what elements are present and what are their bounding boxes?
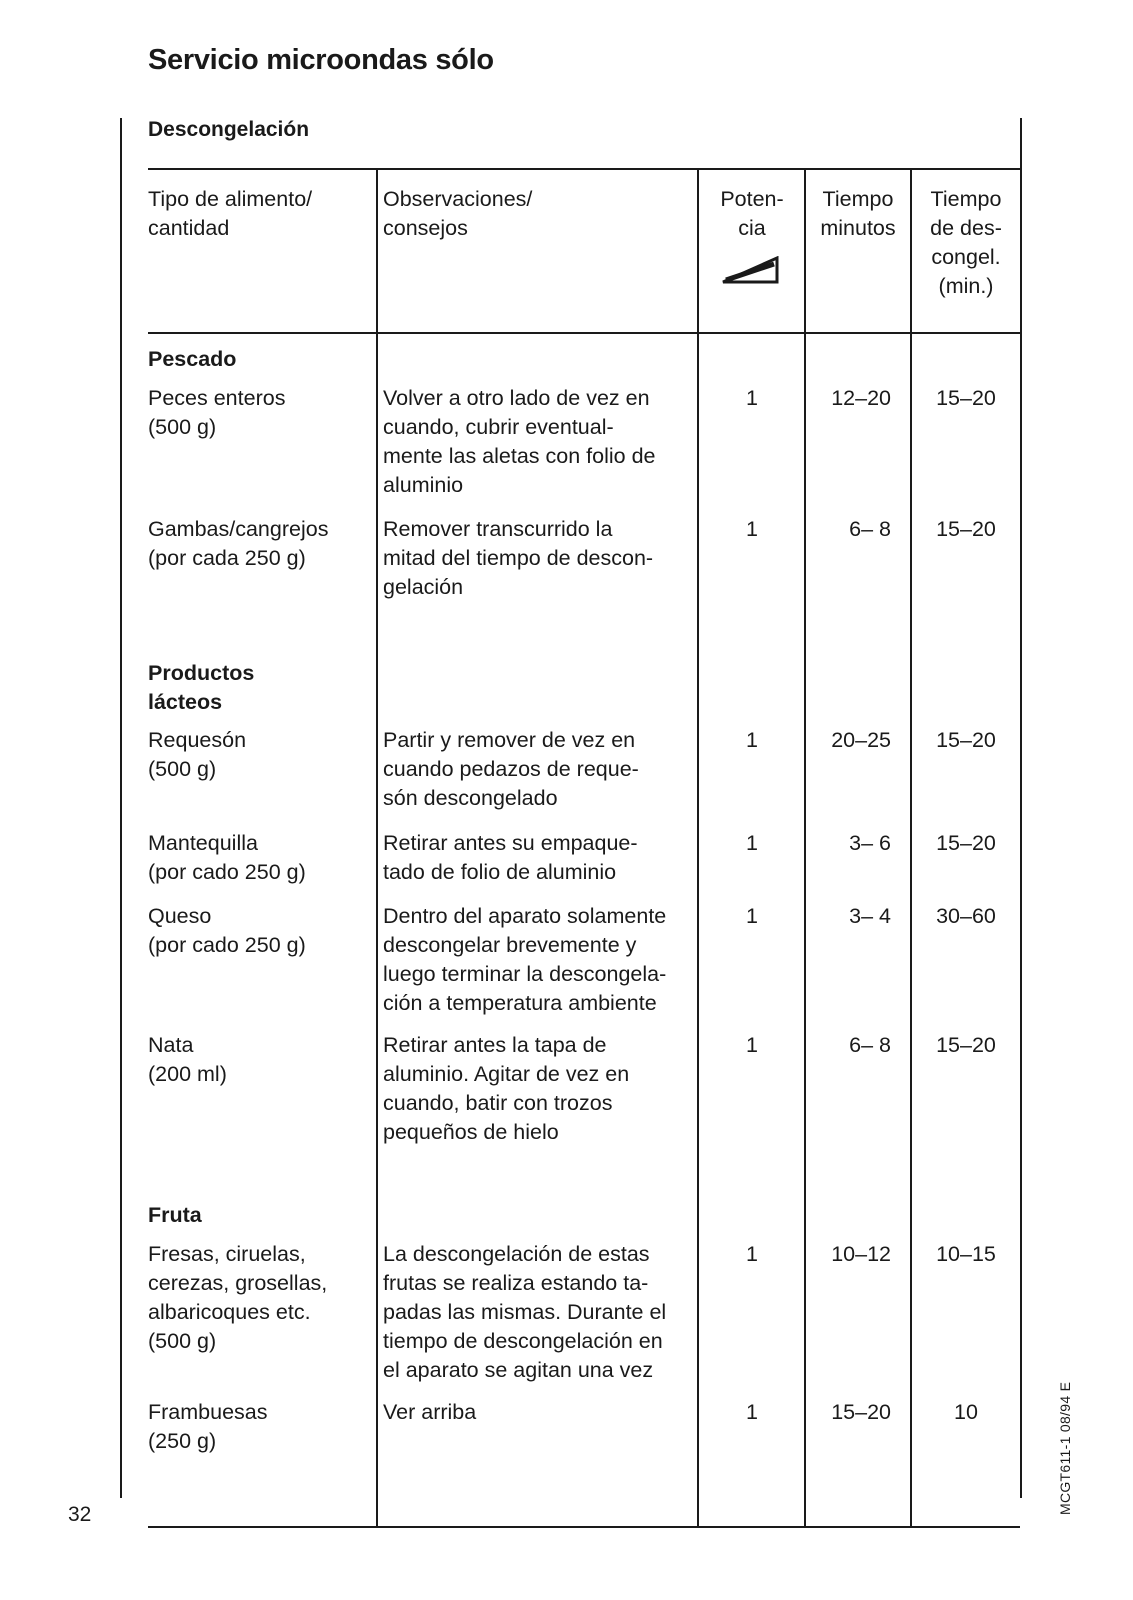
defrost-cell: 10–15 bbox=[936, 1242, 996, 1266]
header-food: Tipo de alimento/ cantidad bbox=[148, 187, 313, 240]
category-heading: Productos lácteos bbox=[148, 661, 255, 714]
power-cell: 1 bbox=[746, 386, 758, 410]
time-cell: 3– 4 bbox=[849, 904, 891, 928]
time-cell: 15–20 bbox=[831, 1400, 891, 1424]
page-number: 32 bbox=[68, 1503, 92, 1526]
defrost-cell: 10 bbox=[954, 1400, 978, 1424]
food-cell: Nata (200 ml) bbox=[148, 1033, 227, 1086]
header-notes: Observaciones/ consejos bbox=[383, 187, 533, 240]
power-cell: 1 bbox=[746, 1400, 758, 1424]
notes-cell: Partir y remover de vez en cuando pedazos de reque- són descongelado bbox=[383, 728, 639, 810]
left-margin-rule bbox=[120, 118, 122, 1498]
food-cell: Fresas, ciruelas, cerezas, grosellas, albaricoques etc. (500 g) bbox=[148, 1242, 328, 1353]
defrost-cell: 15–20 bbox=[936, 831, 996, 855]
food-cell: Mantequilla (por cado 250 g) bbox=[148, 831, 306, 884]
power-triangle-icon bbox=[722, 256, 780, 284]
defrost-cell: 15–20 bbox=[936, 517, 996, 541]
food-cell: Requesón (500 g) bbox=[148, 728, 247, 781]
food-cell: Queso (por cado 250 g) bbox=[148, 904, 306, 957]
defrost-cell: 15–20 bbox=[936, 728, 996, 752]
power-cell: 1 bbox=[746, 1033, 758, 1057]
notes-cell: Retirar antes la tapa de aluminio. Agitar de vez en cuando, batir con trozos pequeños de hielo bbox=[383, 1033, 630, 1144]
notes-cell: Volver a otro lado de vez en cuando, cubrir eventual- mente las aletas con folio de aluminio bbox=[383, 386, 656, 497]
notes-cell: La descongelación de estas frutas se realiza estando ta- padas las mismas. Durante el tiempo de descongelación en el aparato se agitan una vez bbox=[383, 1242, 667, 1382]
power-cell: 1 bbox=[746, 1242, 758, 1266]
header-power: Poten- cia bbox=[720, 187, 784, 240]
time-cell: 3– 6 bbox=[849, 831, 891, 855]
power-cell: 1 bbox=[746, 904, 758, 928]
notes-cell: Retirar antes su empaque- tado de folio de aluminio bbox=[383, 831, 638, 884]
time-cell: 6– 8 bbox=[849, 517, 891, 541]
time-cell: 6– 8 bbox=[849, 1033, 891, 1057]
power-cell: 1 bbox=[746, 728, 758, 752]
notes-cell: Ver arriba bbox=[383, 1400, 477, 1424]
time-cell: 20–25 bbox=[831, 728, 891, 752]
category-heading: Pescado bbox=[148, 347, 237, 371]
column-divider-food bbox=[376, 168, 378, 1528]
defrost-cell: 15–20 bbox=[936, 386, 996, 410]
time-cell: 12–20 bbox=[831, 386, 891, 410]
page-title: Servicio microondas sólo bbox=[148, 44, 494, 76]
time-cell: 10–12 bbox=[831, 1242, 891, 1266]
defrost-cell: 15–20 bbox=[936, 1033, 996, 1057]
notes-cell: Dentro del aparato solamente descongelar brevemente y luego terminar la descongela- ción a temperatura ambiente bbox=[383, 904, 667, 1015]
column-divider-notes bbox=[697, 168, 699, 1528]
power-cell: 1 bbox=[746, 831, 758, 855]
defrost-cell: 30–60 bbox=[936, 904, 996, 928]
notes-cell: Remover transcurrido la mitad del tiempo de descon- gelación bbox=[383, 517, 654, 599]
section-title: Descongelación bbox=[148, 118, 310, 141]
power-cell: 1 bbox=[746, 517, 758, 541]
header-defrost: Tiempo de des- congel. (min.) bbox=[930, 187, 1002, 298]
document-code: MCGT611-1 08/94 E bbox=[1057, 1381, 1073, 1515]
table-top-rule bbox=[148, 168, 1020, 170]
right-margin-rule bbox=[1020, 118, 1022, 1498]
header-time: Tiempo minutos bbox=[820, 187, 896, 240]
food-cell: Frambuesas (250 g) bbox=[148, 1400, 268, 1453]
food-cell: Peces enteros (500 g) bbox=[148, 386, 286, 439]
table-bottom-rule bbox=[148, 1526, 1020, 1528]
header-bottom-rule bbox=[148, 332, 1020, 334]
category-heading: Fruta bbox=[148, 1203, 202, 1227]
food-cell: Gambas/cangrejos (por cada 250 g) bbox=[148, 517, 329, 570]
